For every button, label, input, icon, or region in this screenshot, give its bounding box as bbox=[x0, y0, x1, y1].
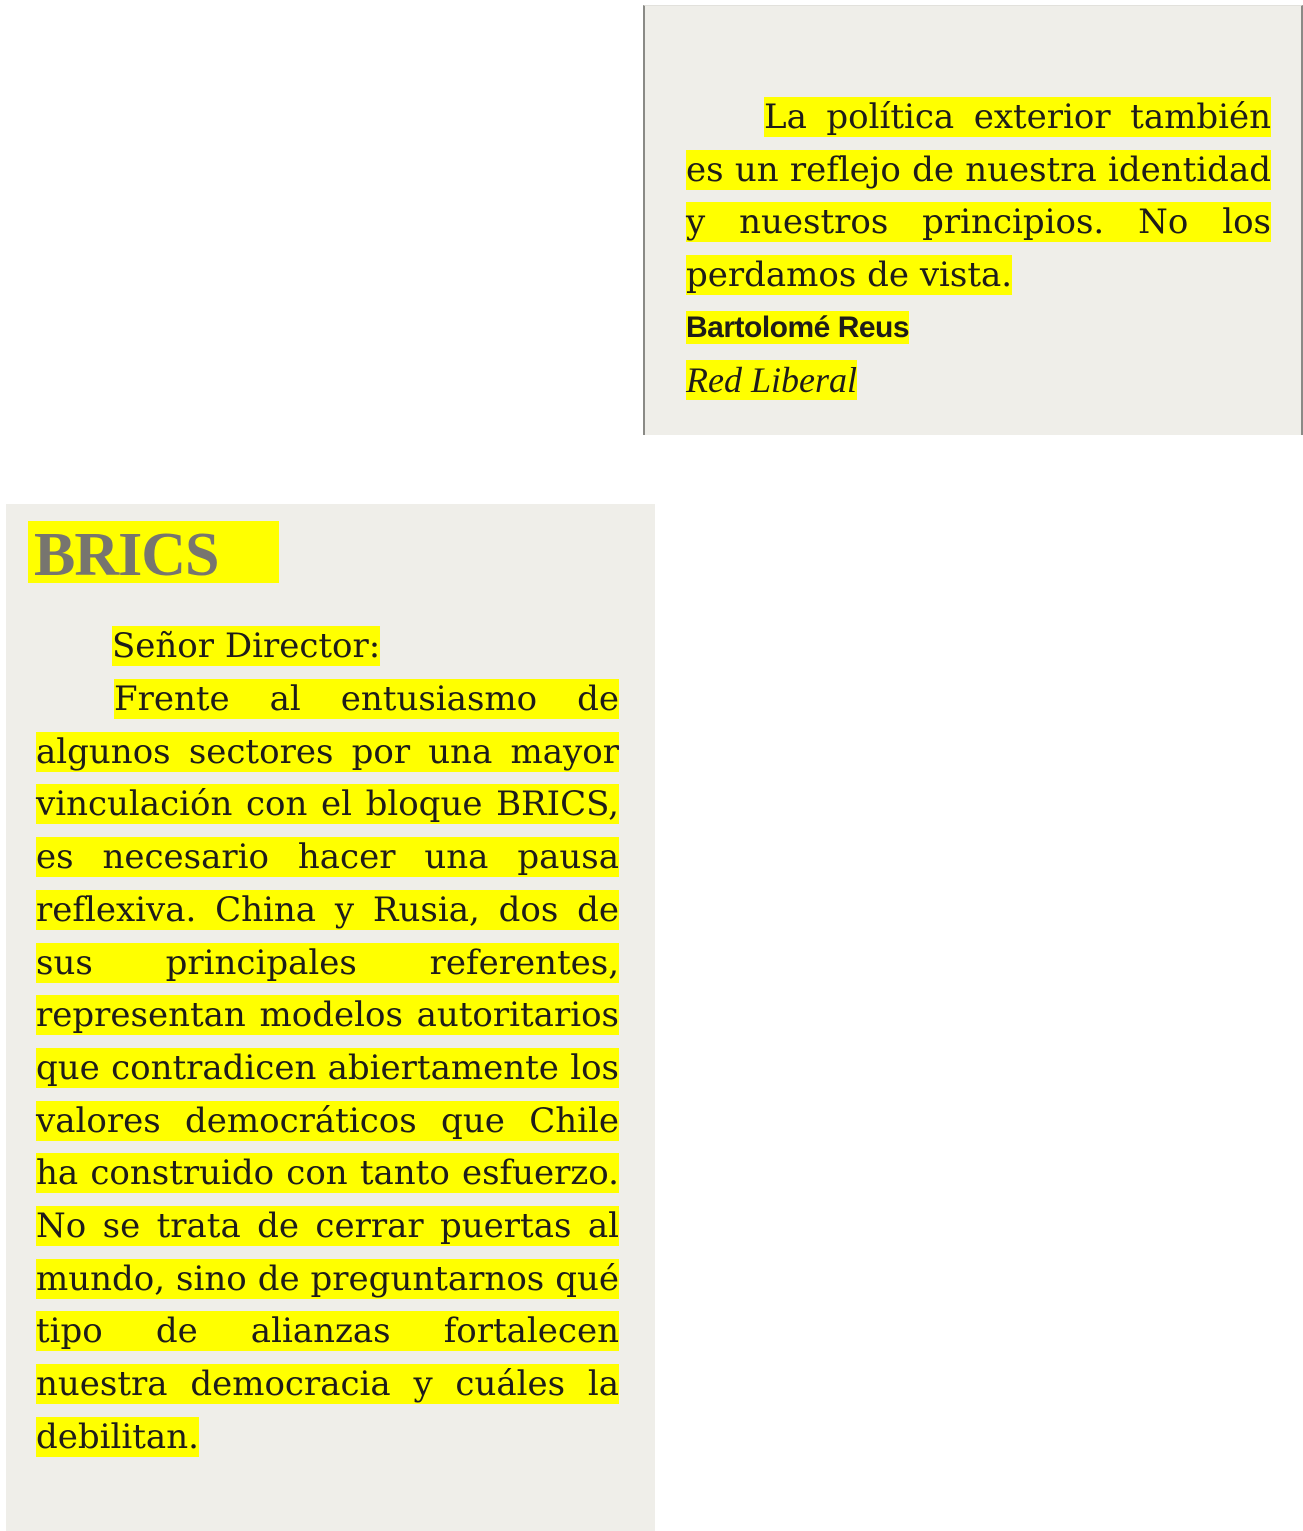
author-organization bbox=[686, 354, 1086, 406]
closing-paragraph-text: La política exterior también es un reflejo de nuestra identidad y nuestros principios. No los perdamos de vista. bbox=[686, 97, 1271, 296]
letter-body bbox=[36, 673, 619, 1464]
author-organization-text: Red Liberal bbox=[686, 360, 857, 400]
headline: BRICS bbox=[34, 521, 219, 589]
author-name bbox=[686, 302, 1086, 354]
signature-block bbox=[686, 302, 1086, 406]
author-name-text: Bartolomé Reus bbox=[686, 311, 910, 344]
closing-paragraph bbox=[686, 91, 1271, 302]
salutation bbox=[112, 620, 380, 673]
letter-body-text: Frente al entusiasmo de algunos sectores por una mayor vinculación con el bloque BRICS, es necesario hacer una pausa reflexiva. China y Rusia, dos de sus principales referentes, representan modelos autoritarios que contradicen abiertamente los valores democráticos que Chile ha construido con tanto esfuerzo. No se trata de cerrar puertas al mundo, sino de preguntarnos qué tipo de alianzas fortalecen nuestra democracia y cuáles la debilitan. bbox=[36, 679, 619, 1457]
salutation-text: Señor Director: bbox=[112, 626, 381, 666]
